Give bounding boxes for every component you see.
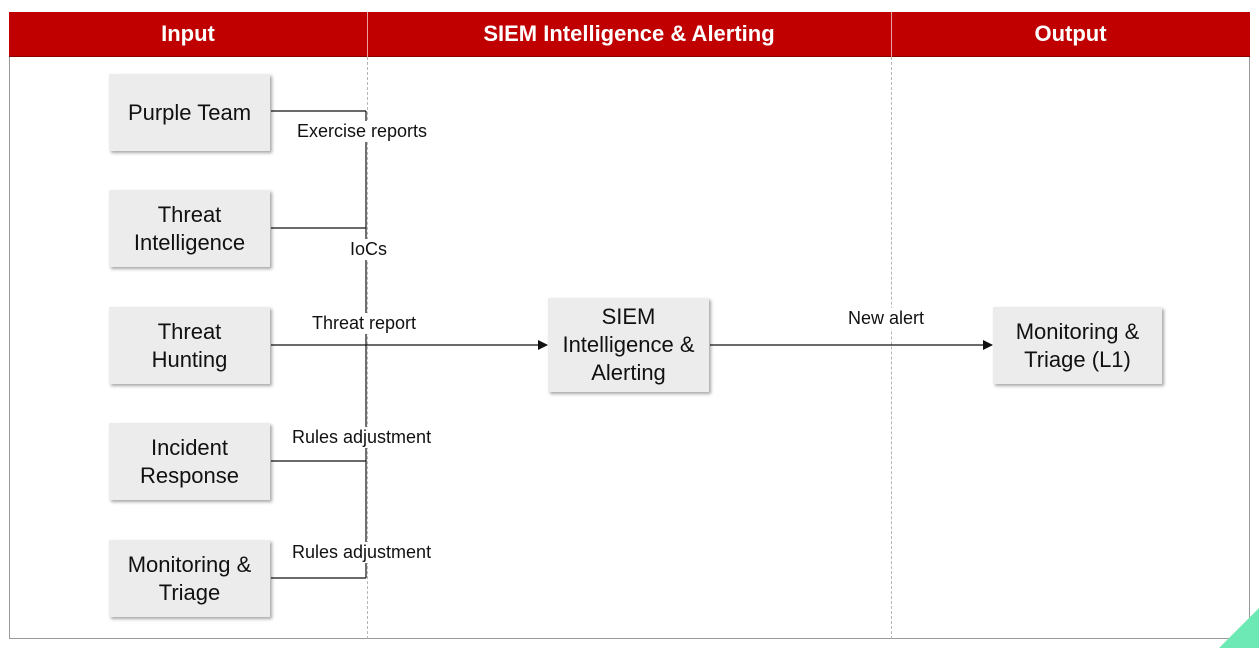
lane-header-siem: SIEM Intelligence & Alerting bbox=[367, 12, 891, 57]
flow-label-rules-adjustment-mt: Rules adjustment bbox=[292, 542, 432, 562]
siem-intelligence-box: SIEM Intelligence & Alerting bbox=[548, 298, 709, 392]
flow-label-rules-adjustment-ir: Rules adjustment bbox=[292, 427, 432, 447]
source-purple-team: Purple Team bbox=[109, 74, 270, 151]
flow-label-exercise-reports: Exercise reports bbox=[297, 121, 428, 141]
source-threat-intelligence: Threat Intelligence bbox=[109, 190, 270, 267]
source-incident-response: Incident Response bbox=[109, 423, 270, 500]
lane-header-input: Input bbox=[9, 12, 367, 57]
flow-label-new-alert: New alert bbox=[848, 308, 925, 328]
output-monitoring-triage-l1: Monitoring & Triage (L1) bbox=[993, 307, 1162, 384]
flow-label-threat-report: Threat report bbox=[312, 313, 417, 333]
lane-header-output: Output bbox=[891, 12, 1250, 57]
source-threat-hunting: Threat Hunting bbox=[109, 307, 270, 384]
source-monitoring-triage: Monitoring & Triage bbox=[109, 540, 270, 617]
flow-label-iocs: IoCs bbox=[350, 239, 388, 259]
